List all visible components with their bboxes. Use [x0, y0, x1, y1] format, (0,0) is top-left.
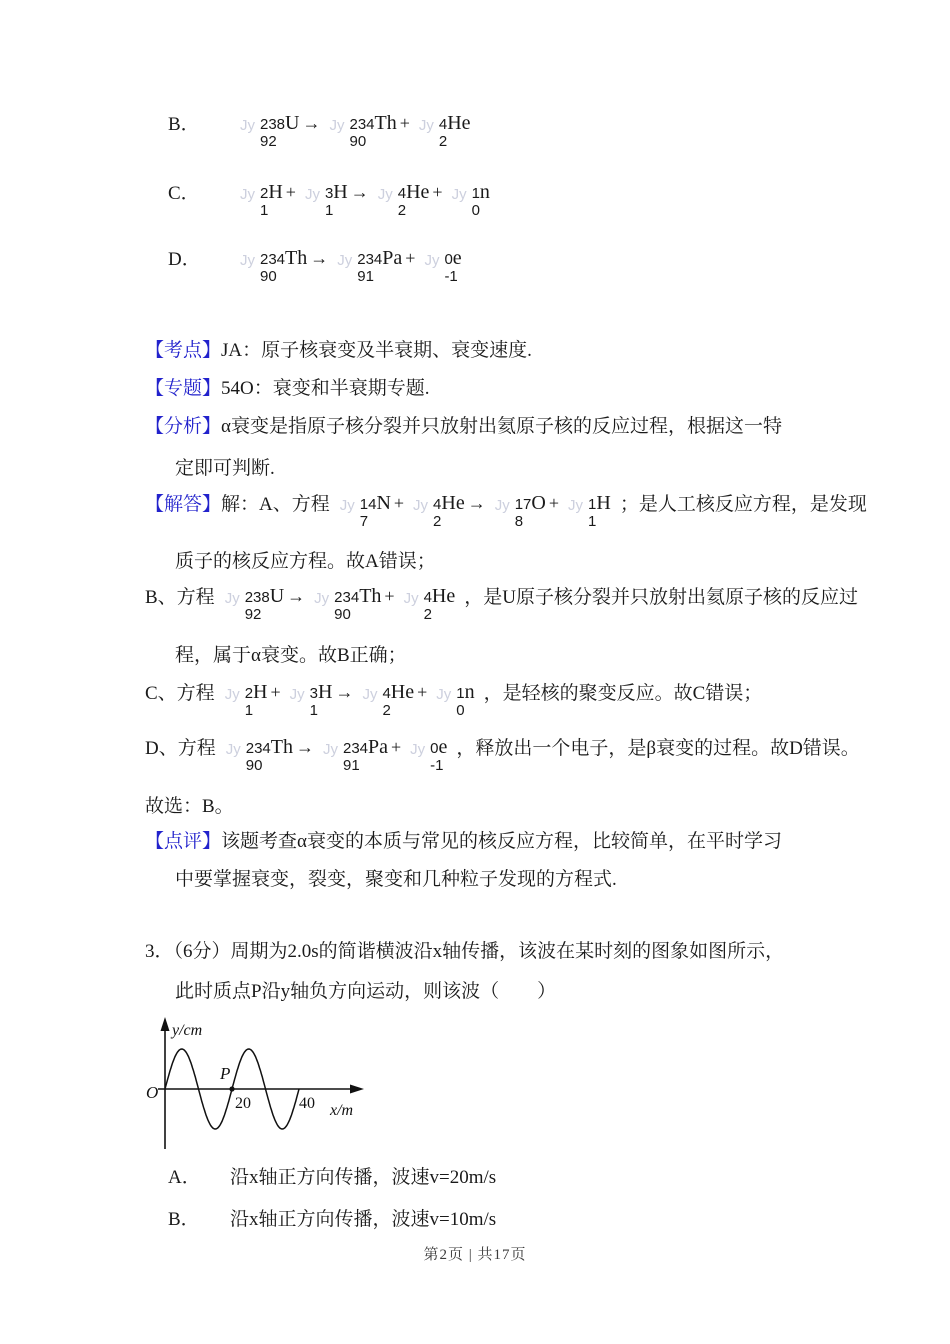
jy-watermark: Jy — [494, 496, 510, 514]
jy-watermark: Jy — [289, 686, 305, 704]
option-letter: B． — [168, 114, 200, 135]
nuclide: 238 U → 92 — [260, 112, 321, 151]
nuclear-equation-d — [238, 247, 469, 286]
nuclide: 1 n 0 — [456, 681, 475, 720]
jy-watermark: Jy — [410, 740, 426, 758]
nuclide: 0 e -1 — [430, 735, 448, 774]
section-fenxi — [145, 414, 845, 440]
section-zhuanti — [145, 376, 845, 402]
question3-line1: 3．（6分）周期为2.0s的简谐横波沿x轴传播，该波在某时刻的图象如图所示， — [145, 941, 785, 963]
nuclide: 14 N + 7 — [359, 492, 405, 531]
nuclide: 234 Th → 90 — [245, 735, 314, 774]
jy-watermark: Jy — [568, 496, 584, 514]
jy-watermark: Jy — [322, 740, 338, 758]
jy-watermark: Jy — [240, 252, 255, 270]
q3-option-a — [145, 1165, 845, 1191]
jy-watermark: Jy — [413, 496, 429, 514]
option-letter: A． — [168, 1167, 201, 1189]
solution-d-pre: D、方程 — [145, 737, 216, 759]
section-label-jieda: 【解答】 — [145, 493, 222, 515]
nuclide: 234 Pa + 91 — [357, 247, 416, 286]
nuclear-equation-b — [238, 112, 478, 151]
question3-line2: 此时质点P沿y轴负方向运动，则该波（ ） — [175, 981, 557, 1003]
section-label-fenxi: 【分析】 — [145, 415, 222, 437]
nuclide: 2 H + 1 — [244, 681, 281, 720]
y-axis-arrow-icon — [161, 1017, 170, 1031]
point-p-dot — [229, 1087, 234, 1092]
solution-b-post: ，是U原子核分裂并只放射出氦原子核的反应过 — [464, 586, 858, 608]
solution-d-post: ，释放出一个电子，是β衰变的过程。故D错误。 — [456, 737, 860, 759]
nuclear-equation-d — [224, 735, 455, 774]
nuclide: 17 O + 8 — [514, 492, 560, 531]
jy-watermark: Jy — [329, 117, 345, 134]
tick-40: 40 — [299, 1095, 315, 1113]
q3-option-b — [145, 1207, 845, 1233]
nuclide: 4 He 2 — [423, 584, 456, 623]
jy-watermark: Jy — [314, 589, 330, 607]
y-axis-label: y/cm — [172, 1022, 203, 1040]
nuclear-equation-a — [338, 492, 618, 531]
jy-watermark: Jy — [418, 117, 434, 134]
solution-a-post: ；是人工核反应方程，是发现 — [619, 493, 867, 515]
wave-figure — [132, 1011, 382, 1156]
kaodian-text: JA：原子核衰变及半衰期、衰变速度. — [221, 339, 532, 361]
q3-option-a-text: 沿x轴正方向传播，波速v=20m/s — [230, 1167, 497, 1189]
solution-line-b — [145, 584, 858, 624]
option-letter: B． — [168, 1209, 200, 1231]
jy-watermark: Jy — [424, 252, 440, 270]
nuclide: 234 Th → 90 — [260, 247, 329, 286]
solution-b-line2: 程，属于α衰变。故B正确； — [175, 645, 407, 667]
nuclide: 4 He + 2 — [397, 180, 443, 219]
section-label-dianping: 【点评】 — [145, 831, 222, 853]
wave-diagram — [132, 1011, 845, 1161]
jy-watermark: Jy — [240, 185, 255, 203]
q3-option-b-text: 沿x轴正方向传播，波速v=10m/s — [230, 1209, 497, 1231]
origin-label: O — [146, 1083, 159, 1103]
jy-watermark: Jy — [224, 686, 240, 704]
nuclide: 1 H 1 — [588, 492, 611, 531]
nuclide: 238 U → 92 — [244, 584, 306, 623]
option-letter: D． — [168, 249, 201, 271]
jy-watermark: Jy — [403, 589, 419, 607]
zhuanti-text: 54O：衰变和半衰期专题. — [221, 377, 430, 399]
jy-watermark: Jy — [224, 589, 240, 607]
jy-watermark: Jy — [339, 496, 355, 514]
nuclide: 2 H + 1 — [260, 180, 296, 219]
dianping-line1: 该题考查α衰变的本质与常见的核反应方程，比较简单，在平时学习 — [221, 831, 782, 853]
section-kaodian — [145, 338, 845, 364]
nuclide: 4 He 2 — [438, 112, 471, 151]
solution-line-c — [145, 681, 845, 720]
x-axis-label: x/m — [330, 1102, 354, 1120]
option-row-c — [145, 181, 845, 220]
jy-watermark: Jy — [451, 185, 467, 203]
option-letter: C． — [168, 182, 200, 204]
option-row-b — [145, 112, 845, 151]
solution-a-line2: 质子的核反应方程。故A错误； — [175, 550, 436, 572]
point-p-label: P — [220, 1064, 231, 1084]
solution-c-post: ，是轻核的聚变反应。故C错误； — [483, 683, 763, 705]
jy-watermark: Jy — [225, 740, 241, 758]
fenxi-line1: α衰变是指原子核分裂并只放射出氦原子核的反应过程，根据这一特 — [221, 415, 782, 437]
section-dianping — [145, 829, 845, 855]
section-label-zhuanti: 【专题】 — [145, 377, 222, 399]
page-number-footer: 第2页 | 共17页 — [423, 1247, 527, 1263]
jy-watermark: Jy — [362, 686, 378, 704]
jy-watermark: Jy — [436, 686, 452, 704]
nuclide: 0 e -1 — [444, 247, 462, 286]
section-label-kaodian: 【考点】 — [145, 339, 222, 361]
dianping-line2: 中要掌握衰变，裂变，聚变和几种粒子发现的方程式. — [175, 869, 617, 891]
nuclide: 234 Th + 90 — [334, 584, 395, 623]
fenxi-line2: 定即可判断. — [175, 457, 275, 479]
nuclide: 4 He + 2 — [382, 681, 428, 720]
nuclear-equation-c — [223, 681, 482, 720]
jy-watermark: Jy — [240, 117, 255, 134]
jy-watermark: Jy — [377, 185, 393, 203]
nuclide: 234 Th + 90 — [349, 112, 410, 151]
jy-watermark: Jy — [304, 185, 320, 203]
nuclide: 234 Pa + 91 — [342, 735, 402, 774]
page-content — [145, 0, 867, 1233]
solution-line-a — [145, 492, 867, 531]
option-row-d — [145, 247, 845, 286]
tick-20: 20 — [235, 1095, 251, 1113]
nuclide: 4 He → 2 — [433, 492, 486, 531]
nuclide: 3 H → 1 — [324, 180, 369, 219]
nuclide: 1 n 0 — [471, 180, 490, 219]
nuclear-equation-b — [223, 584, 463, 623]
answer-conclusion: 故选：B。 — [145, 796, 234, 818]
x-axis-arrow-icon — [350, 1085, 364, 1094]
solution-a-pre: 解：A、方程 — [221, 493, 330, 515]
nuclear-equation-c — [238, 180, 497, 219]
solution-c-pre: C、方程 — [145, 683, 215, 705]
solution-b-pre: B、方程 — [145, 586, 215, 608]
jy-watermark: Jy — [337, 252, 353, 270]
solution-line-d — [145, 735, 860, 775]
nuclide: 3 H → 1 — [309, 681, 354, 720]
